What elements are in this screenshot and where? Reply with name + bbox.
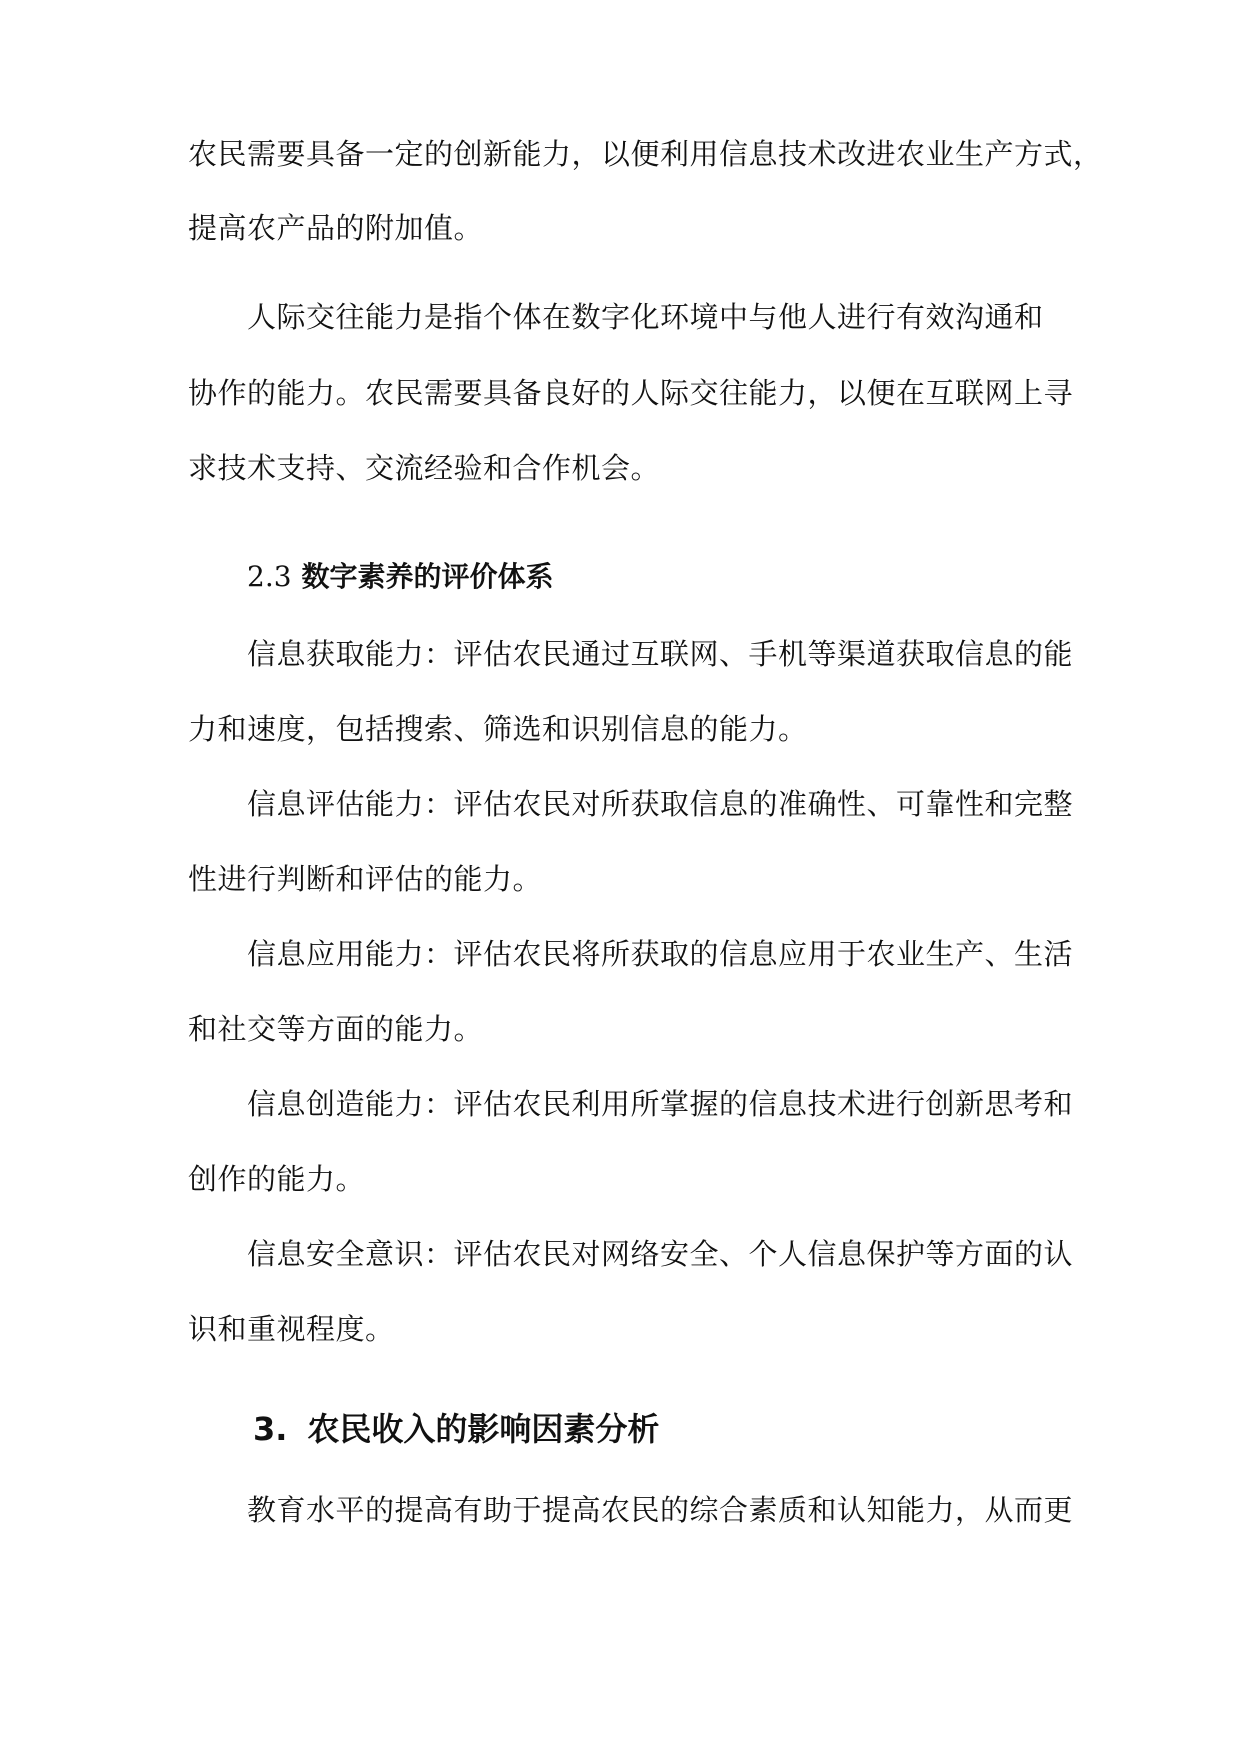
section-heading-2-3 bbox=[247, 557, 554, 597]
eval-acquisition-line-2: 力和速度，包括搜索、筛选和识别信息的能力。 bbox=[188, 712, 808, 746]
paragraph-education-line-1: 教育水平的提高有助于提高农民的综合素质和认知能力，从而更 bbox=[247, 1493, 1074, 1527]
eval-application-line-1: 信息应用能力：评估农民将所获取的信息应用于农业生产、生活 bbox=[247, 937, 1074, 971]
section-number: 2.3 bbox=[247, 560, 292, 593]
eval-creation-line-1: 信息创造能力：评估农民利用所掌握的信息技术进行创新思考和 bbox=[247, 1087, 1074, 1121]
paragraph-innovation-line-1: 农民需要具备一定的创新能力，以便利用信息技术改进农业生产方式， bbox=[188, 137, 1103, 171]
section-number: 3. bbox=[253, 1410, 288, 1448]
section-title: 数字素养的评价体系 bbox=[301, 560, 554, 593]
eval-assessment-line-2: 性进行判断和评估的能力。 bbox=[188, 862, 543, 896]
section-title: 农民收入的影响因素分析 bbox=[307, 1410, 660, 1448]
eval-acquisition-line-1: 信息获取能力：评估农民通过互联网、手机等渠道获取信息的能 bbox=[247, 637, 1074, 671]
eval-security-line-2: 识和重视程度。 bbox=[188, 1312, 395, 1346]
paragraph-interpersonal-line-1: 人际交往能力是指个体在数字化环境中与他人进行有效沟通和 bbox=[247, 300, 1044, 334]
eval-creation-line-2: 创作的能力。 bbox=[188, 1162, 366, 1196]
paragraph-innovation-line-2: 提高农产品的附加值。 bbox=[188, 211, 484, 245]
eval-assessment-line-1: 信息评估能力：评估农民对所获取信息的准确性、可靠性和完整 bbox=[247, 787, 1074, 821]
paragraph-interpersonal-line-2: 协作的能力。农民需要具备良好的人际交往能力，以便在互联网上寻 bbox=[188, 376, 1074, 410]
eval-security-line-1: 信息安全意识：评估农民对网络安全、个人信息保护等方面的认 bbox=[247, 1237, 1074, 1271]
eval-application-line-2: 和社交等方面的能力。 bbox=[188, 1012, 484, 1046]
paragraph-interpersonal-line-3: 求技术支持、交流经验和合作机会。 bbox=[188, 451, 661, 485]
section-heading-3 bbox=[253, 1407, 659, 1451]
